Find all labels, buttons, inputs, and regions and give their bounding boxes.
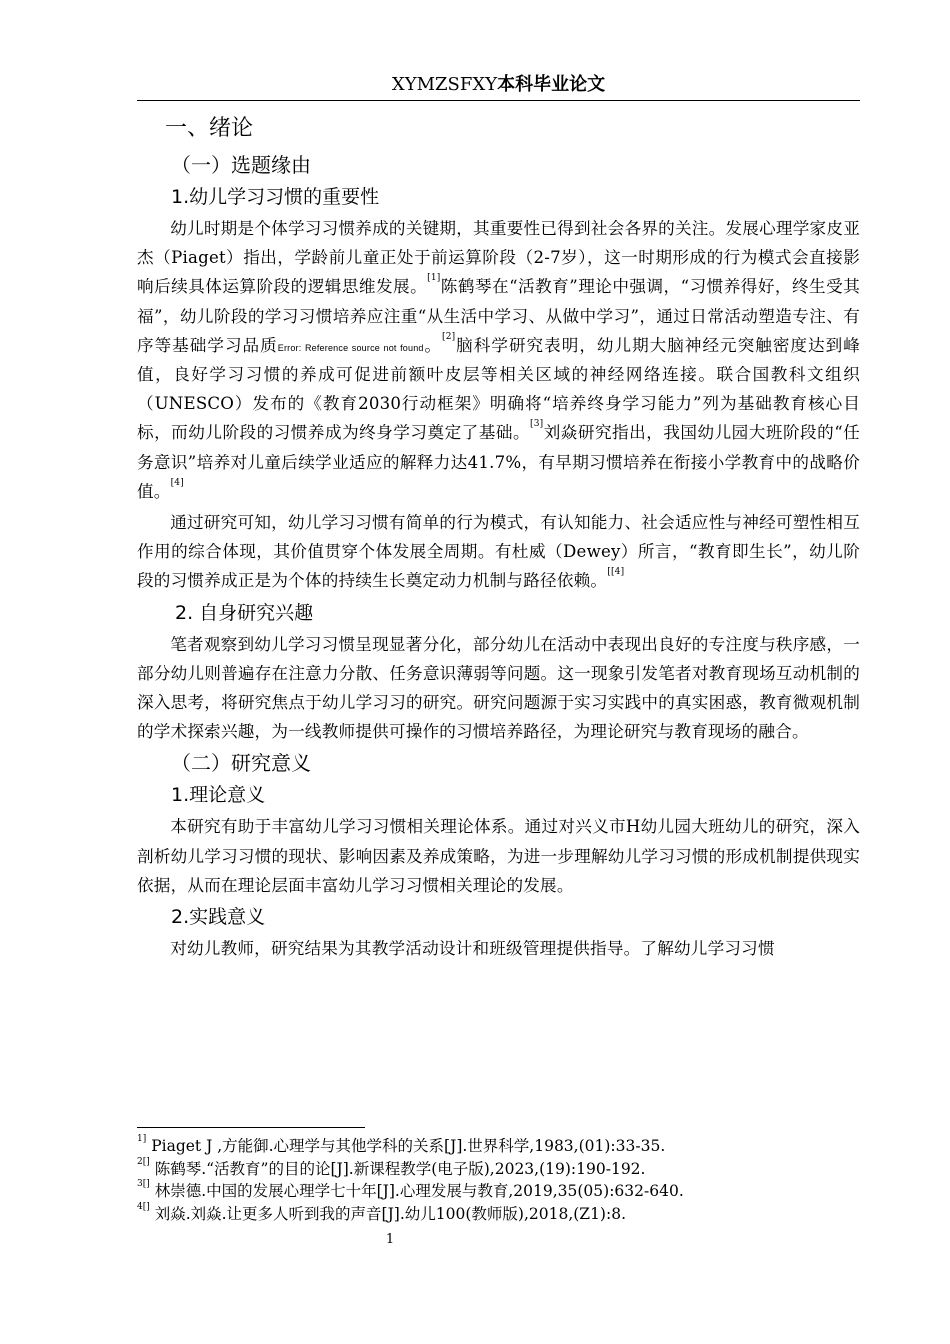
citation[interactable]: [2] xyxy=(442,331,456,342)
paragraph: 笔者观察到幼儿学习习惯呈现显著分化，部分幼儿在活动中表现出良好的专注度与秩序感，一部分幼儿则普遍存在注意力分散、任务意识薄弱等问题。这一现象引发笔者对教育现场互动机制的深入思考，将研究焦点于幼儿学习习的研究。研究问题源于实习实践中的真实困惑，教育微观机制的学术探索兴趣，为一线教师提供可操作的习惯培养路径，为理论研究与教育现场的融合。 xyxy=(137,634,860,742)
page-body xyxy=(137,112,860,965)
citation[interactable]: [[4] xyxy=(607,567,625,578)
footnote-mark: 4[] xyxy=(137,1201,150,1212)
footnote-mark: 2[] xyxy=(137,1156,150,1167)
page-number: 1 xyxy=(385,1232,395,1247)
text: 陈鹤琴在“活教育”理论中强调，“习惯养得好，终生受其福”，幼儿阶段的学习习惯培养应注重“从生活中学习、从做中学习”，通过日常活动塑造专注、有序等基础学习品质 xyxy=(137,277,860,355)
footnote xyxy=(137,1158,684,1181)
footnote-text: 陈鹤琴.“活教育”的目的论[J].新课程教学(电子版),2023,(19):190-192. xyxy=(154,1159,646,1178)
footnote-mark: 1] xyxy=(137,1134,147,1144)
subsection-heading: 1.幼儿学习习惯的重要性 xyxy=(171,186,380,208)
subsection-heading: 1.理论意义 xyxy=(171,784,266,807)
citation[interactable]: [4] xyxy=(170,477,184,488)
reference-error: Error: Reference source not found xyxy=(277,342,424,353)
section-heading: （二）研究意义 xyxy=(171,751,311,776)
citation[interactable]: [1] xyxy=(427,273,441,284)
text: 脑科学研究表明，幼儿期大脑神经元突触密度达到峰值，良好学习习惯的养成可促进前额叶皮层等相关区域的神经网络连接。联合国教科文组织（UNESCO）发布的《教育2030行动框架》明确将“培养终身学习能力”列为基础教育核心目标，而幼儿阶段的习惯养成为终身学习奠定了基础。 xyxy=(137,335,860,443)
paragraph xyxy=(137,508,860,596)
footnotes xyxy=(137,1135,684,1225)
paragraph xyxy=(137,214,860,506)
section-heading: （一）选题缘由 xyxy=(171,153,311,177)
footnote-separator xyxy=(137,1127,365,1128)
text: 幼儿时期是个体学习习惯养成的关键期，其重要性已得到社会各界的关注。发展心理学家皮亚杰（Piaget）指出，学龄前儿童正处于前运算阶段（2-7岁），这一时期形成的行为模式会直接影响后续具体运算阶段的逻辑思维发展。 xyxy=(137,219,860,297)
footnote-text: 林崇德.中国的发展心理学七十年[J].心理发展与教育,2019,35(05):632-640. xyxy=(154,1182,684,1201)
footnote xyxy=(137,1203,684,1226)
text: 刘焱研究指出，我国幼儿园大班阶段的“任务意识”培养对儿童后续学业适应的解释力达41.7%，有早期习惯培养在衔接小学教育中的战略价值。 xyxy=(137,423,860,501)
footnote-mark: 3[] xyxy=(137,1179,150,1190)
header-title: 本科毕业论文 xyxy=(497,74,606,95)
header-code: XYMZSFXY xyxy=(391,74,498,95)
text: 。 xyxy=(423,335,443,355)
citation[interactable]: [3] xyxy=(530,419,544,430)
paragraph: 对幼儿教师，研究结果为其教学活动设计和班级管理提供指导。了解幼儿学习习惯 xyxy=(170,939,775,959)
page-header xyxy=(137,70,860,101)
footnote xyxy=(137,1135,684,1158)
text: 通过研究可知，幼儿学习习惯有简单的行为模式，有认知能力、社会适应性与神经可塑性相互作用的综合体现，其价值贯穿个体发展全周期。有杜威（Dewey）所言，“教育即生长”，幼儿阶段的习惯养成正是为个体的持续生长奠定动力机制与路径依赖。 xyxy=(137,513,860,591)
footnote-text: 刘焱.刘焱.让更多人听到我的声音[J].幼儿100(教师版),2018,(Z1):8. xyxy=(154,1204,626,1223)
footnote xyxy=(137,1180,684,1203)
subsection-heading: 2.实践意义 xyxy=(171,906,266,929)
chapter-heading: 一、绪论 xyxy=(165,116,254,141)
paragraph: 本研究有助于丰富幼儿学习习惯相关理论体系。通过对兴义市H幼儿园大班幼儿的研究，深入剖析幼儿学习习惯的现状、影响因素及养成策略，为进一步理解幼儿学习习惯的形成机制提供现实依据，从而在理论层面丰富幼儿学习习惯相关理论的发展。 xyxy=(137,817,860,895)
subsection-heading: 2. 自身研究兴趣 xyxy=(175,601,314,624)
footnote-text: Piaget J ,方能御.心理学与其他学科的关系[J].世界科学,1983,(01):33-35. xyxy=(151,1137,666,1155)
